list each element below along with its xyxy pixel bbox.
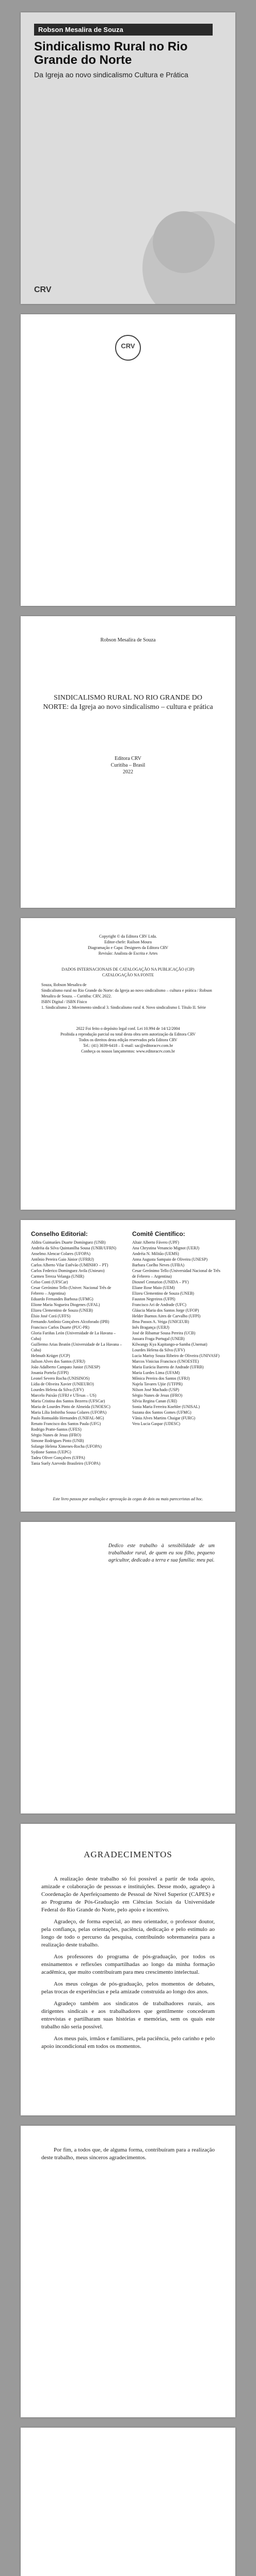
editorial-member: Simone Rodrigues Pinto (UNB) <box>31 1438 84 1443</box>
editorial-member: Aldira Guimarães Duarte Domínguez (UNB) <box>31 1240 106 1245</box>
editorial-member: Paulo Romualdo Hernandes (UNIFAL-MG) <box>31 1416 104 1420</box>
cover-subtitle: Da Igreja ao novo sindicalismo Cultura e Prática <box>34 71 188 79</box>
editorial-member: Celso Conti (UFSCar) <box>31 1280 68 1284</box>
scientific-member: Kilwangy Kya Kapitango-a-Samba (Unemat) <box>132 1342 207 1347</box>
publisher-logo <box>21 335 235 361</box>
scientific-member: Cesar Gerónimo Tello (Universidad Nacional de Três de Febrero – Argentina) <box>132 1268 220 1279</box>
cip-subtitle: CATALOGAÇÃO NA FONTE <box>102 973 154 977</box>
editorial-member: Elione Maria Nogueira Diogenes (UFAL) <box>31 1302 100 1307</box>
scientific-member: Najela Tavares Ujiie (UTFPR) <box>132 1382 183 1386</box>
editorial-member: Cesar Gerónimo Tello (Univer. Nacional Três de Febrero – Argentina) <box>31 1285 111 1296</box>
cip-title: DADOS INTERNACIONAIS DE CATALOGAÇÃO NA PUBLICAÇÃO (CIP) <box>61 967 195 972</box>
ack-paragraph: A realização deste trabalho só foi possível a partir de toda apoio, amizade e colaboração de pessoas e instituições. Desse modo, agradeço à Coordenação de Aperfeiçoamento de Pessoal de Nível Superior (CAPES) e ao Programa de Pós-Graduação em Ciências Sociais da Universidade Federal do Rio Grande do Norte, pelo apoio e incentivo. <box>41 1876 215 1913</box>
scientific-member: Jussara Fraga Portugal (UNEB) <box>132 1336 185 1341</box>
rights-line-3: Todos os direitos desta edição reservados pela Editora CRV <box>78 1038 178 1042</box>
editorial-member: Tania Suely Azevedo Brasileiro (UFOPA) <box>31 1461 101 1466</box>
editorial-member: Élsio José Corá (UFFS) <box>31 1314 71 1318</box>
editorial-member: Renato Francisco dos Santos Paula (UFG) <box>31 1421 101 1426</box>
acknowledgements-page <box>21 1824 235 2115</box>
scientific-committee-list <box>132 1240 225 1427</box>
epigraph-page <box>21 2428 235 2576</box>
scientific-member: Francisco Ari de Andrade (UFC) <box>132 1302 186 1307</box>
scientific-member: Sonia Maria Ferreira Koehler (UNISAL) <box>132 1404 200 1409</box>
editorial-member: Helmuth Krüger (UCP) <box>31 1353 70 1358</box>
editorial-member: Gloria Fariñas León (Universidade de La Havana – Cuba) <box>31 1331 116 1341</box>
cover-page <box>21 12 235 304</box>
scientific-member: Ana Chrystina Venancio Mignot (UERJ) <box>132 1246 200 1250</box>
cip-isbn: ISBN Digital / ISBN Físico <box>41 999 87 1004</box>
scientific-member: Diosnel Centurion (UNIDA – PY) <box>132 1280 189 1284</box>
editorial-member: Anselmo Alencar Colares (UFOPA) <box>31 1251 91 1256</box>
scientific-committee-title: Comitê Científico: <box>132 1230 185 1238</box>
title-page-year: 2022 <box>123 769 133 775</box>
cover-title: Sindicalismo Rural no Rio Grande do Norte <box>34 40 188 67</box>
ack-paragraph: Aos meus pais, irmãos e familiares, pela paciência, pelo carinho e pelo apoio incondicional em todos os momentos. <box>41 2036 215 2049</box>
dedication-page <box>21 1522 235 1814</box>
scientific-member: Anna Augusta Sampaio de Oliveira (UNESP) <box>132 1257 207 1262</box>
editorial-member: Marcelo Paixão (UFRJ e UTexas – US) <box>31 1393 97 1398</box>
ack-paragraph: Agradeço também aos sindicatos de trabalhadores rurais, aos dirigentes sindicais e aos trabalhadores que gentilmente concederam entrevistas e partilharam suas histórias e memórias, sem os quais este trabalho não seria possível. <box>41 2001 215 2030</box>
cip-author: Souza, Robson Mesalira de <box>41 982 87 987</box>
ack-title: AGRADECIMENTOS <box>84 1850 172 1859</box>
scientific-member: Lourdes Helena da Silva (UFV) <box>132 1348 185 1352</box>
copyright-line: Copyright © da Editora CRV Ltda. <box>99 934 157 939</box>
scientific-member: Marcos Vinicius Francisco (UNOESTE) <box>132 1359 199 1364</box>
cip-subjects: 1. Sindicalismo 2. Movimento sindical 3. Sindicalismo rural 4. Novo sindicalismo I. Título II. Série <box>41 1005 206 1010</box>
logo-page <box>21 314 235 606</box>
scientific-member: Gláucia Maria dos Santos Jorge (UFOP) <box>132 1308 199 1313</box>
scientific-member: Sérgio Nunes de Jesus (IFRO) <box>132 1393 183 1398</box>
site-line: Conheça os nossos lançamentos: www.editoracrv.com.br <box>81 1049 175 1054</box>
cip-text: Sindicalismo rural no Rio Grande do Norte: da Igreja ao novo sindicalismo – cultura e prática / Robson Mesalira de Souza. – Curitiba: CRV, 2022. <box>41 988 212 998</box>
scientific-member: Ilma Passos A. Veiga (UNICEUB) <box>132 1319 189 1324</box>
editorial-member: Solange Helena Ximenes-Rocha (UFOPA) <box>31 1444 102 1449</box>
scientific-member: Helder Buenos Aires de Carvalho (UFPI) <box>132 1314 201 1318</box>
editorial-member: Carlos Alberto Vilar Estêvão (UMINHO – PT) <box>31 1263 108 1267</box>
editorial-member: Elizeu Clementino de Souza (UNEB) <box>31 1308 93 1313</box>
dedication-text: Dedico este trabalho à sensibilidade de um trabalhador rural, de quem eu sou filho, pequeno agricultor, dedicado a terra e sua família: meu pai. <box>108 1543 215 1563</box>
council-page <box>21 1220 235 1512</box>
scientific-member: Maria Eurácia Barreto de Andrade (UFRB) <box>132 1365 204 1369</box>
editorial-member: Leonel Severo Rocha (UNISINOS) <box>31 1376 90 1381</box>
editorial-member: Carlos Federico Dominguez Avila (Unieuro) <box>31 1268 105 1273</box>
ack-paragraph: Aos professores do programa de pós-graduação, por todos os ensinamentos e reflexões compartilhadas ao longo da minha formação acadêmica, que muito contribuíram para meu crescimento intelectual. <box>41 1954 215 1975</box>
scientific-member: Altair Alberto Fávero (UPF) <box>132 1240 179 1245</box>
scientific-member: José de Ribamar Sousa Pereira (UCB) <box>132 1331 196 1335</box>
title-page-publisher: Editora CRV <box>115 756 141 761</box>
editorial-member: Carmen Tereza Velanga (UNIR) <box>31 1274 84 1279</box>
scientific-member: Lucia Marisy Souza Ribeiro de Oliveira (UNIVASF) <box>132 1353 220 1358</box>
cover-publisher-logo: CRV <box>34 285 52 294</box>
logo-text: CRV <box>121 342 135 350</box>
copyright-editor: Editor-chefe: Railson Moura <box>104 940 152 944</box>
editorial-member: Josania Portela (UFPI) <box>31 1370 69 1375</box>
editorial-member: Andréia da Silva Quintanilha Sousa (UNIR/UFRN) <box>31 1246 117 1250</box>
scientific-member: Elizeu Clementino de Souza (UNEB) <box>132 1291 194 1296</box>
scientific-member: Mônica Pereira dos Santos (UFRJ) <box>132 1376 190 1381</box>
scientific-member: Vera Lucia Gaspar (UDESC) <box>132 1421 181 1426</box>
scientific-member: Vânia Alves Martins Chaigar (FURG) <box>132 1416 196 1420</box>
editorial-member: Maria Cristina dos Santos Bezerra (UFSCar) <box>31 1399 105 1403</box>
title-page-place: Curitiba – Brasil <box>110 762 146 768</box>
scientific-member: Eliane Rose Maio (UEM) <box>132 1285 175 1290</box>
ack-paragraph: Aos meus colegas de pós-graduação, pelos momentos de debates, pelas trocas de experiências e pela amizade construída ao longo dos anos. <box>41 1981 215 1995</box>
editorial-council-title: Conselho Editorial: <box>31 1230 88 1238</box>
title-page-author: Robson Mesalira de Souza <box>100 637 156 643</box>
editorial-member: Guillermo Arias Beatón (Universidade de La Havana – Cuba) <box>31 1342 122 1352</box>
copyright-page <box>21 918 235 1210</box>
editorial-member: Rodrigo Pratte-Santos (UFES) <box>31 1427 82 1432</box>
rights-line-2: Proibida a reprodução parcial ou total desta obra sem autorização da Editora CRV <box>60 1032 196 1037</box>
editorial-member: Sydione Santos (UEPG) <box>31 1450 71 1454</box>
scientific-member: Maria Lurdes Lima (UFAM) <box>132 1370 180 1375</box>
ack-body <box>41 1875 215 2055</box>
cover-author: Robson Mesalira de Souza <box>34 24 213 36</box>
editorial-member: Lídia de Oliveira Xavier (UNIEURO) <box>31 1382 94 1386</box>
scientific-member: Suzana dos Santos Gomes (UFMG) <box>132 1410 191 1415</box>
editorial-member: Maria Lília Imbiriba Sousa Colares (UFOPA) <box>31 1410 107 1415</box>
editorial-member: Sérgio Nunes de Jesus (IFRO) <box>31 1433 82 1437</box>
scientific-member: Inês Bragança (UERJ) <box>132 1325 169 1330</box>
editorial-member: Antônio Pereira Gaio Júnior (UFRRJ) <box>31 1257 94 1262</box>
scientific-member: Silvia Regina Canan (URI) <box>132 1399 177 1403</box>
council-footer: Este livro passou por avaliação e aprovação às cegas de dois ou mais pareceristas ad hoc. <box>53 1497 203 1501</box>
ack-continued-page <box>21 2126 235 2417</box>
editorial-member: João Adalberto Campato Junior (UNESP) <box>31 1365 100 1369</box>
editorial-member: Fernando Antônio Gonçalves Alcoforado (IPB) <box>31 1319 109 1324</box>
scientific-member: Fauston Negreiros (UFPI) <box>132 1297 175 1301</box>
scientific-member: Andréia N. Militão (UEMS) <box>132 1251 179 1256</box>
title-page <box>21 616 235 908</box>
editorial-council-list <box>31 1240 124 1466</box>
copyright-revisao: Revisão: Analista de Escrita e Artes <box>98 951 158 956</box>
title-page-title: SINDICALISMO RURAL NO RIO GRANDE DO NORTE: da Igreja ao novo sindicalismo – cultura e prática <box>43 694 213 711</box>
contact-line: Tel.: (41) 3039-6418 – E-mail: sac@editoracrv.com.br <box>83 1043 173 1048</box>
editorial-member: Lourdes Helena da Silva (UFV) <box>31 1387 84 1392</box>
editorial-member: Francisco Carlos Duarte (PUC-PR) <box>31 1325 90 1330</box>
copyright-diagram: Diagramação e Capa: Designers da Editora CRV <box>88 945 168 950</box>
editorial-member: Tadeu Oliver Gonçalves (UFPA) <box>31 1455 85 1460</box>
scientific-member: Nilson José Machado (USP) <box>132 1387 179 1392</box>
ack-paragraph-last: Por fim, a todos que, de alguma forma, contribuíram para a realização deste trabalho, meus sinceros agradecimentos. <box>41 2147 215 2161</box>
cover-decoration-inner <box>153 211 215 273</box>
rights-line: 2022 Foi feito o depósito legal conf. Lei 10.994 de 14/12/2004 <box>76 1026 180 1031</box>
editorial-member: Jailson Alves dos Santos (UFRJ) <box>31 1359 85 1364</box>
scientific-member: Barbara Coelho Neves (UFBA) <box>132 1263 185 1267</box>
ack-paragraph: Agradeço, de forma especial, ao meu orientador, o professor doutor, pela confiança, pelas orientações, paciência, dedicação e pelo estímulo ao longo de todo o percurso da pesquisa, contribuindo sobremaneira para a realização deste trabalho. <box>41 1919 215 1948</box>
editorial-member: Eduardo Fernandes Barbosa (UFMG) <box>31 1297 93 1301</box>
editorial-member: Maria de Lourdes Pinto de Almeida (UNOESC) <box>31 1404 110 1409</box>
